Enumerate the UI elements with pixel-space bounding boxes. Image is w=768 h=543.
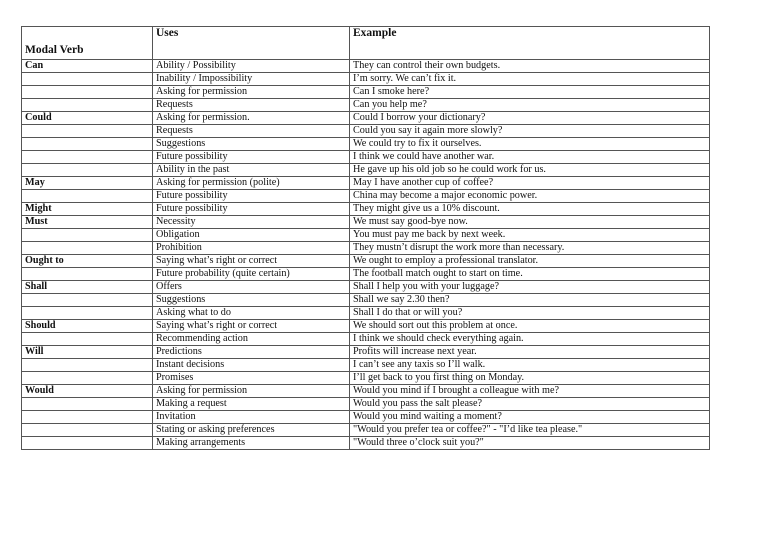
cell-use: Future possibility [153, 190, 350, 203]
cell-modal-verb [22, 229, 153, 242]
cell-use: Saying what’s right or correct [153, 255, 350, 268]
table-row [22, 60, 710, 73]
cell-modal-verb [22, 138, 153, 151]
cell-modal-verb [22, 73, 153, 86]
cell-example: Would you pass the salt please? [350, 398, 710, 411]
cell-example: "Would three o’clock suit you?" [350, 437, 710, 450]
cell-use: Making arrangements [153, 437, 350, 450]
table-row [22, 320, 710, 333]
cell-use: Requests [153, 125, 350, 138]
cell-example: I think we could have another war. [350, 151, 710, 164]
cell-use: Obligation [153, 229, 350, 242]
table-row [22, 437, 710, 450]
table-row [22, 216, 710, 229]
cell-modal-verb: Ought to [22, 255, 153, 268]
cell-example: I can’t see any taxis so I’ll walk. [350, 359, 710, 372]
cell-modal-verb [22, 398, 153, 411]
table-row [22, 229, 710, 242]
table-row [22, 177, 710, 190]
cell-example: China may become a major economic power. [350, 190, 710, 203]
table-row [22, 307, 710, 320]
cell-use: Stating or asking preferences [153, 424, 350, 437]
modal-verbs-table-container [21, 26, 709, 450]
cell-modal-verb: Shall [22, 281, 153, 294]
cell-use: Asking for permission [153, 385, 350, 398]
cell-use: Offers [153, 281, 350, 294]
cell-use: Instant decisions [153, 359, 350, 372]
modal-verbs-table [21, 26, 710, 450]
cell-use: Saying what’s right or correct [153, 320, 350, 333]
table-row [22, 112, 710, 125]
cell-example: I think we should check everything again. [350, 333, 710, 346]
cell-modal-verb [22, 268, 153, 281]
header-uses: Uses [153, 27, 350, 60]
table-row [22, 138, 710, 151]
cell-modal-verb: Can [22, 60, 153, 73]
cell-modal-verb: Could [22, 112, 153, 125]
cell-modal-verb [22, 125, 153, 138]
table-body [22, 60, 710, 450]
cell-use: Future possibility [153, 151, 350, 164]
cell-modal-verb [22, 294, 153, 307]
cell-use: Ability / Possibility [153, 60, 350, 73]
cell-modal-verb [22, 333, 153, 346]
cell-modal-verb [22, 190, 153, 203]
cell-example: I’ll get back to you first thing on Monday. [350, 372, 710, 385]
cell-example: Would you mind waiting a moment? [350, 411, 710, 424]
cell-use: Asking for permission [153, 86, 350, 99]
table-row [22, 294, 710, 307]
cell-use: Future possibility [153, 203, 350, 216]
table-row [22, 242, 710, 255]
cell-modal-verb [22, 99, 153, 112]
cell-use: Asking for permission. [153, 112, 350, 125]
table-row [22, 73, 710, 86]
cell-example: They can control their own budgets. [350, 60, 710, 73]
cell-modal-verb [22, 359, 153, 372]
table-row [22, 346, 710, 359]
cell-modal-verb: May [22, 177, 153, 190]
cell-example: We ought to employ a professional translator. [350, 255, 710, 268]
cell-example: He gave up his old job so he could work for us. [350, 164, 710, 177]
cell-example: Could you say it again more slowly? [350, 125, 710, 138]
table-row [22, 190, 710, 203]
cell-example: We must say good-bye now. [350, 216, 710, 229]
cell-use: Requests [153, 99, 350, 112]
cell-example: Can I smoke here? [350, 86, 710, 99]
cell-modal-verb: Will [22, 346, 153, 359]
cell-use: Ability in the past [153, 164, 350, 177]
cell-use: Recommending action [153, 333, 350, 346]
table-row [22, 424, 710, 437]
cell-use: Making a request [153, 398, 350, 411]
table-row [22, 99, 710, 112]
cell-use: Inability / Impossibility [153, 73, 350, 86]
cell-example: They might give us a 10% discount. [350, 203, 710, 216]
cell-use: Suggestions [153, 138, 350, 151]
cell-example: Shall I do that or will you? [350, 307, 710, 320]
table-row [22, 372, 710, 385]
cell-modal-verb [22, 424, 153, 437]
cell-use: Asking what to do [153, 307, 350, 320]
cell-use: Suggestions [153, 294, 350, 307]
cell-example: They mustn’t disrupt the work more than necessary. [350, 242, 710, 255]
table-row [22, 255, 710, 268]
cell-modal-verb [22, 307, 153, 320]
cell-modal-verb: Would [22, 385, 153, 398]
cell-example: Could I borrow your dictionary? [350, 112, 710, 125]
cell-example: May I have another cup of coffee? [350, 177, 710, 190]
table-row [22, 268, 710, 281]
cell-example: I’m sorry. We can’t fix it. [350, 73, 710, 86]
cell-use: Necessity [153, 216, 350, 229]
cell-use: Predictions [153, 346, 350, 359]
cell-use: Future probability (quite certain) [153, 268, 350, 281]
cell-example: Would you mind if I brought a colleague with me? [350, 385, 710, 398]
table-row [22, 86, 710, 99]
cell-modal-verb [22, 242, 153, 255]
cell-example: Can you help me? [350, 99, 710, 112]
header-row [22, 27, 710, 60]
table-row [22, 203, 710, 216]
table-row [22, 411, 710, 424]
cell-modal-verb [22, 86, 153, 99]
cell-modal-verb [22, 411, 153, 424]
header-modal-verb: Modal Verb [22, 27, 153, 60]
table-row [22, 359, 710, 372]
cell-example: "Would you prefer tea or coffee?" - "I’d like tea please." [350, 424, 710, 437]
cell-modal-verb [22, 372, 153, 385]
cell-example: Profits will increase next year. [350, 346, 710, 359]
cell-use: Invitation [153, 411, 350, 424]
cell-use: Promises [153, 372, 350, 385]
table-row [22, 125, 710, 138]
header-example: Example [350, 27, 710, 60]
cell-use: Asking for permission (polite) [153, 177, 350, 190]
table-row [22, 164, 710, 177]
cell-modal-verb [22, 164, 153, 177]
table-row [22, 281, 710, 294]
cell-example: We could try to fix it ourselves. [350, 138, 710, 151]
table-row [22, 398, 710, 411]
cell-modal-verb [22, 151, 153, 164]
cell-modal-verb: Must [22, 216, 153, 229]
cell-example: You must pay me back by next week. [350, 229, 710, 242]
table-row [22, 333, 710, 346]
cell-modal-verb [22, 437, 153, 450]
cell-modal-verb: Might [22, 203, 153, 216]
cell-modal-verb: Should [22, 320, 153, 333]
table-row [22, 151, 710, 164]
cell-example: The football match ought to start on time. [350, 268, 710, 281]
cell-example: Shall I help you with your luggage? [350, 281, 710, 294]
cell-example: Shall we say 2.30 then? [350, 294, 710, 307]
cell-example: We should sort out this problem at once. [350, 320, 710, 333]
cell-use: Prohibition [153, 242, 350, 255]
table-row [22, 385, 710, 398]
